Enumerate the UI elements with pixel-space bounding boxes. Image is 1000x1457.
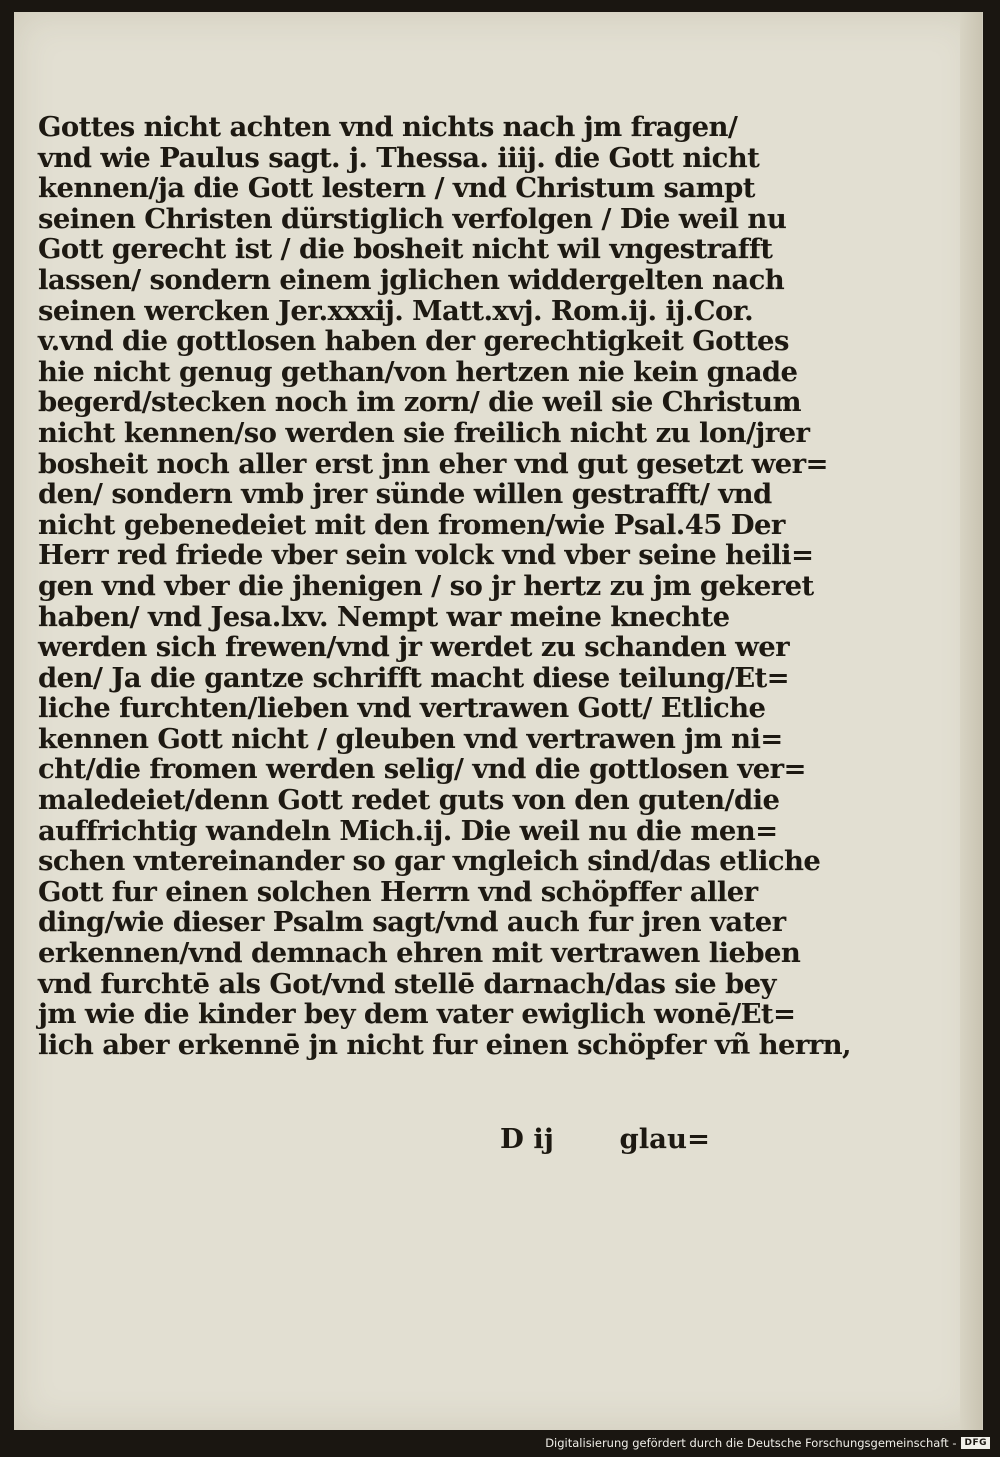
catchword: glau=	[619, 1123, 710, 1155]
text-line: kennen Gott nicht / gleuben vnd vertrawen jm ni=	[38, 722, 783, 755]
signature-mark: D ij	[500, 1123, 554, 1155]
text-line: seinen Christen dürstiglich verfolgen / Die weil nu	[38, 202, 787, 235]
text-line: jm wie die kinder bey dem vater ewiglich wonē/Et=	[38, 998, 796, 1031]
text-line: lassen/ sondern einem jglichen widdergelten nach	[38, 263, 785, 296]
dfg-logo: DFG	[961, 1437, 990, 1449]
text-line: cht/die fromen werden selig/ vnd die gottlosen ver=	[38, 753, 806, 786]
text-line: ding/wie dieser Psalm sagt/vnd auch fur jren vater	[38, 906, 786, 939]
digitization-credit	[545, 1436, 990, 1450]
text-line: Herr red friede vber sein volck vnd vber seine heili=	[38, 539, 814, 572]
text-line: bosheit noch aller erst jnn eher vnd gut gesetzt wer=	[38, 447, 828, 480]
text-line: Gott gerecht ist / die bosheit nicht wil vngestrafft	[38, 233, 773, 266]
text-line: lich aber erkennē jn nicht fur einen schöpfer vñ herrn,	[38, 1028, 852, 1061]
text-line: vnd wie Paulus sagt. j. Thessa. iiij. die Gott nicht	[38, 141, 760, 174]
text-line: erkennen/vnd demnach ehren mit vertrawen lieben	[38, 937, 801, 970]
text-line: maledeiet/denn Gott redet guts von den guten/die	[38, 784, 780, 817]
credit-text: Digitalisierung gefördert durch die Deutsche Forschungsgemeinschaft -	[545, 1436, 957, 1450]
text-line: nicht gebenedeiet mit den fromen/wie Psal.45 Der	[38, 508, 785, 541]
text-line: haben/ vnd Jesa.lxv. Nempt war meine knechte	[38, 600, 730, 633]
text-line: begerd/stecken noch im zorn/ die weil sie Christum	[38, 386, 802, 419]
page-foot	[500, 1123, 710, 1155]
text-line: schen vntereinander so gar vngleich sind/das etliche	[38, 845, 821, 878]
text-line: Gottes nicht achten vnd nichts nach jm fragen/	[38, 111, 738, 143]
text-line: den/ Ja die gantze schrifft macht diese teilung/Et=	[38, 661, 790, 694]
text-line: hie nicht genug gethan/von hertzen nie kein gnade	[38, 355, 798, 388]
text-line: Gott fur einen solchen Herrn vnd schöpffer aller	[38, 875, 758, 908]
page-edge	[960, 12, 982, 1430]
text-line: seinen wercken Jer.xxxij. Matt.xvj. Rom.ij. ij.Cor.	[38, 294, 754, 327]
text-line: gen vnd vber die jhenigen / so jr hertz zu jm gekeret	[38, 569, 814, 602]
text-line: kennen/ja die Gott lestern / vnd Christum sampt	[38, 172, 755, 205]
text-line: liche furchten/lieben vnd vertrawen Gott/ Etliche	[38, 692, 766, 725]
body-text	[38, 111, 852, 1061]
text-line: auffrichtig wandeln Mich.ij. Die weil nu die men=	[38, 814, 778, 847]
text-line: werden sich frewen/vnd jr werdet zu schanden wer	[38, 631, 790, 664]
text-line: vnd furchtē als Got/vnd stellē darnach/das sie bey	[38, 967, 776, 1000]
text-line: v.vnd die gottlosen haben der gerechtigkeit Gottes	[38, 325, 789, 358]
text-line: den/ sondern vmb jrer sünde willen gestrafft/ vnd	[38, 478, 772, 511]
text-line: nicht kennen/so werden sie freilich nicht zu lon/jrer	[38, 416, 810, 449]
